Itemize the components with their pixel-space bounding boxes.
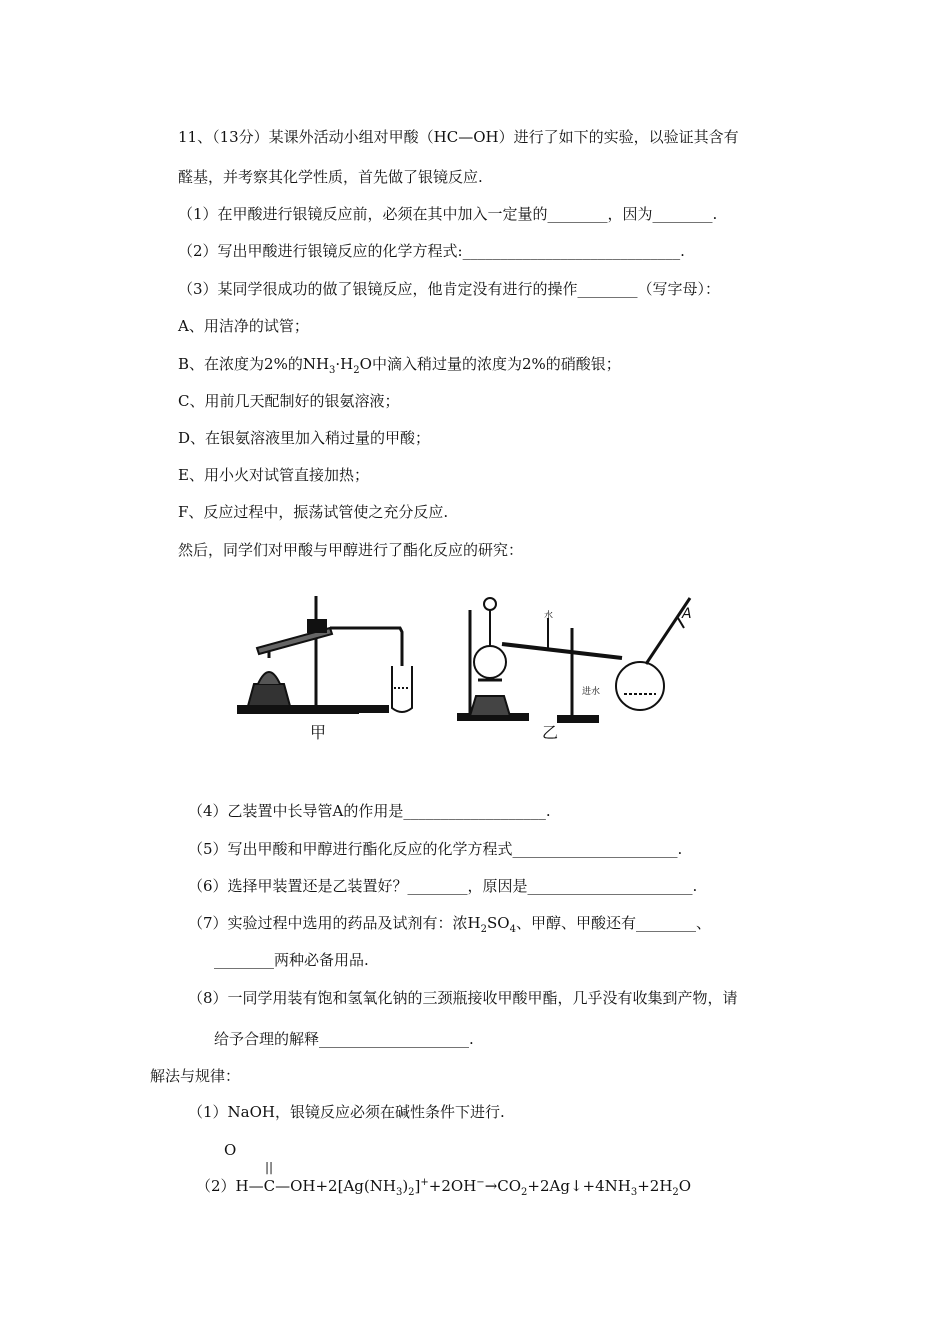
- solution-title: 解法与规律：: [150, 1067, 241, 1085]
- apparatus-jia: [238, 596, 412, 713]
- sub-question-5: （5）写出甲酸和甲醇进行酯化反应的化学方程式______________________.: [188, 840, 683, 858]
- label-water-in: 进水: [582, 687, 601, 697]
- sub-question-2: （2）写出甲酸进行银镜反应的化学方程式:_____________________________.: [178, 242, 685, 260]
- option-a: A、用洁净的试管；: [178, 317, 309, 335]
- question-header-cont: 醛基，并考察其化学性质，首先做了银镜反应.: [178, 168, 483, 186]
- apparatus-figure: [232, 588, 702, 748]
- sub-question-6: （6）选择甲装置还是乙装置好？________，原因是______________________.: [188, 877, 698, 895]
- option-f: F、反应过程中，振荡试管使之充分反应.: [178, 503, 449, 521]
- solution-2-equation: $(2)H—C—OH+2[Ag(NH_3)_2]^++2OH^-\to CO_2+2Ag↓+4NH_3+2H_2O$: [196, 1177, 692, 1198]
- label-yi: 乙: [542, 723, 559, 742]
- solution-2-carbonyl-o: O: [224, 1141, 237, 1159]
- apparatus-yi: [458, 598, 690, 722]
- sub-question-1: （1）在甲酸进行银镜反应前，必须在其中加入一定量的________，因为________.: [178, 205, 718, 223]
- sub-question-8-cont: 给予合理的解释____________________.: [214, 1030, 474, 1048]
- option-b: B、在浓度为2%的$NH_3\cdot H_2O$中滴入稍过量的浓度为2%的硝酸银；: [178, 355, 621, 376]
- label-jia: 甲: [310, 723, 327, 742]
- sub-question-7: （7）实验过程中选用的药品及试剂有：浓$H_2SO_4$、甲醇、甲酸还有________、: [188, 914, 711, 935]
- sub-question-7-cont: ________两种必备用品.: [214, 951, 369, 969]
- sub-question-3: （3）某同学很成功的做了银镜反应，他肯定没有进行的操作________（写字母）：: [178, 280, 721, 298]
- option-e: E、用小火对试管直接加热；: [178, 466, 369, 484]
- apparatus-diagram: [232, 588, 702, 748]
- option-d: D、在银氨溶液里加入稍过量的甲酸；: [178, 429, 431, 447]
- solution-1: （1）NaOH，银镜反应必须在碱性条件下进行.: [188, 1103, 505, 1121]
- label-a: A: [682, 606, 692, 622]
- solution-2-double-bond: ||: [265, 1160, 274, 1174]
- option-c: C、用前几天配制好的银氨溶液；: [178, 392, 400, 410]
- question-header: 11、（13分）某课外活动小组对甲酸（HC—OH）进行了如下的实验，以验证其含有: [178, 128, 739, 146]
- sub-question-8: （8）一同学用装有饱和氢氧化钠的三颈瓶接收甲酸甲酯，几乎没有收集到产物，请: [188, 989, 738, 1007]
- sub-question-4: （4）乙装置中长导管A的作用是___________________.: [188, 802, 551, 820]
- then-text: 然后，同学们对甲酸与甲醇进行了酯化反应的研究：: [178, 541, 524, 559]
- label-water-out: 水: [544, 611, 554, 621]
